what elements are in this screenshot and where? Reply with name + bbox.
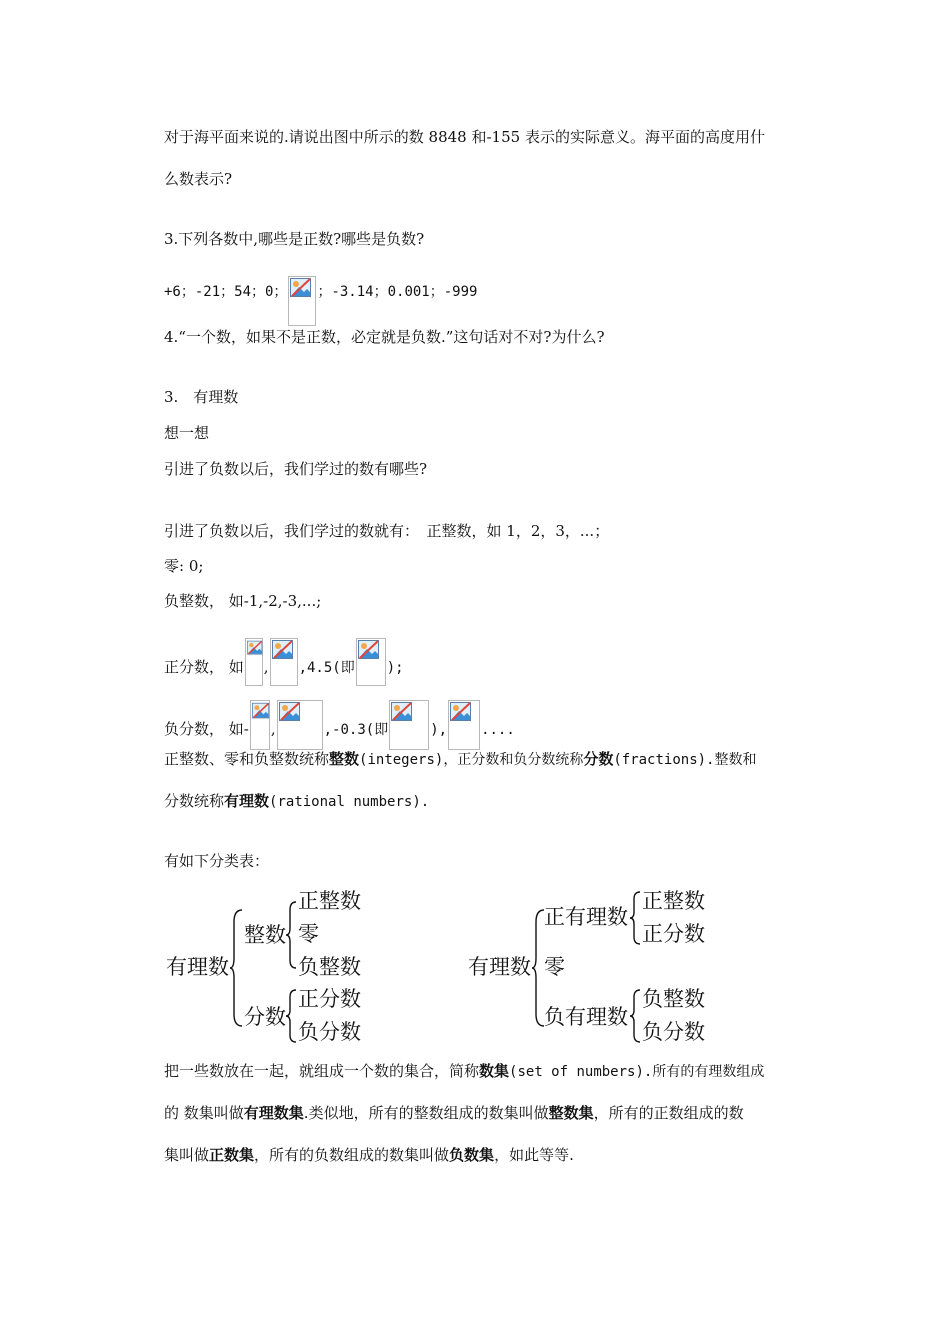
classification-tree-1 xyxy=(164,884,404,1050)
set-line-1 xyxy=(164,1060,764,1083)
tree2-neg-rational: 负有理数 xyxy=(544,1005,628,1029)
set2-p2: .类似地，所有的整数组成的数集叫做 xyxy=(303,1104,549,1122)
set2-integer-set: 整数集 xyxy=(548,1104,594,1122)
set2-p3: ，所有的正数组成的数 xyxy=(593,1104,744,1122)
def2-rational: 有理数 xyxy=(224,792,270,810)
neg-frac-e: .... xyxy=(481,722,515,738)
set3-negative-set: 负数集 xyxy=(449,1146,495,1164)
tree2-zero: 零 xyxy=(544,955,565,979)
set2-rational-set: 有理数集 xyxy=(243,1104,304,1122)
pos-frac-d: ); xyxy=(386,660,404,676)
def1-fractions: 分数 xyxy=(583,750,614,768)
tree1-integers: 整数 xyxy=(244,923,286,947)
section-heading: 3. 有理数 xyxy=(164,388,239,406)
table-intro: 有如下分类表： xyxy=(164,852,270,870)
tree1-pos-frac: 正分数 xyxy=(298,987,361,1011)
def-line-2 xyxy=(164,790,429,813)
def2-p2: (rational numbers). xyxy=(269,794,430,810)
tree2-pos-frac: 正分数 xyxy=(642,922,705,946)
classification-tree-2 xyxy=(466,884,726,1050)
def1-p2: (integers)，正分数和负分数统称 xyxy=(359,752,584,768)
tree1-brace-frac xyxy=(286,988,298,1044)
tree1-neg-int: 负整数 xyxy=(298,955,361,979)
q3-title: 3.下列各数中,哪些是正数?哪些是负数? xyxy=(164,230,425,248)
tree1-root: 有理数 xyxy=(166,955,229,979)
neg-frac-line xyxy=(164,700,515,750)
q4-line: 4.“一个数，如果不是正数，必定就是负数.”这句话对不对?为什么? xyxy=(164,328,605,346)
q3-numbers xyxy=(164,276,477,326)
tree2-root: 有理数 xyxy=(468,955,531,979)
pos-frac-line xyxy=(164,638,404,686)
pos-frac-b: , xyxy=(263,658,269,676)
def1-p1: 正整数、零和负整数统称 xyxy=(164,750,330,768)
tree2-neg-frac: 负分数 xyxy=(642,1020,705,1044)
def1-p3: (fractions).整数和 xyxy=(613,752,757,768)
set-line-2 xyxy=(164,1102,744,1124)
tree1-pos-int: 正整数 xyxy=(298,889,361,913)
set1-number-set: 数集 xyxy=(479,1062,510,1080)
set3-p2: ，所有的负数组成的数集叫做 xyxy=(254,1146,450,1164)
broken-image-icon xyxy=(389,700,429,750)
broken-image-icon xyxy=(245,638,263,686)
set-line-3 xyxy=(164,1144,574,1166)
broken-image-icon xyxy=(448,700,480,750)
tree2-brace-neg xyxy=(630,988,642,1044)
def1-integers: 整数 xyxy=(329,750,360,768)
neg-frac-a: 负分数， 如- xyxy=(164,720,249,738)
set3-p1: 集叫做 xyxy=(164,1146,210,1164)
answer-intro: 引进了负数以后，我们学过的数就有： 正整数，如 1，2，3，...； xyxy=(164,522,610,540)
zero-line: 零: 0; xyxy=(164,557,204,575)
q3-numbers-a: +6；-21；54；0； xyxy=(164,284,288,300)
tree1-neg-frac: 负分数 xyxy=(298,1020,361,1044)
tree1-brace-int xyxy=(286,900,298,970)
broken-image-icon xyxy=(288,276,316,326)
line-para1-2: 么数表示? xyxy=(164,170,233,188)
broken-image-icon xyxy=(356,638,386,686)
tree2-neg-int: 负整数 xyxy=(642,987,705,1011)
pos-frac-a: 正分数， 如 xyxy=(164,658,244,676)
set3-positive-set: 正数集 xyxy=(209,1146,255,1164)
section-question: 引进了负数以后，我们学过的数有哪些? xyxy=(164,460,428,478)
tree1-fractions: 分数 xyxy=(244,1005,286,1029)
broken-image-icon xyxy=(270,638,298,686)
line-para1-1: 对于海平面来说的.请说出图中所示的数 8848 和-155 表示的实际意义。海平面的高度用什 xyxy=(164,128,765,146)
tree2-pos-rational: 正有理数 xyxy=(544,905,628,929)
set1-p1: 把一些数放在一起，就组成一个数的集合，简称 xyxy=(164,1062,480,1080)
def-line-1 xyxy=(164,748,757,771)
pos-frac-c: ,4.5(即 xyxy=(298,660,355,676)
tree2-brace-pos xyxy=(630,890,642,946)
set2-p1: 的 数集叫做 xyxy=(164,1104,244,1122)
tree2-pos-int: 正整数 xyxy=(642,889,705,913)
neg-frac-d: ), xyxy=(430,722,448,738)
neg-int-line: 负整数， 如-1,-2,-3,...; xyxy=(164,592,322,610)
broken-image-icon xyxy=(250,700,270,750)
def2-p1: 分数统称 xyxy=(164,792,225,810)
q3-numbers-b: ；-3.14；0.001；-999 xyxy=(317,284,478,300)
tree1-brace-root xyxy=(230,908,244,1028)
neg-frac-c: ,-0.3(即 xyxy=(323,722,389,738)
section-subheading: 想一想 xyxy=(164,424,210,442)
set1-p2: (set of numbers).所有的有理数组成 xyxy=(509,1064,765,1080)
set3-p3: ，如此等等. xyxy=(494,1146,574,1164)
broken-image-icon xyxy=(277,700,323,750)
tree1-zero: 零 xyxy=(298,922,319,946)
neg-frac-b: , xyxy=(270,720,276,738)
